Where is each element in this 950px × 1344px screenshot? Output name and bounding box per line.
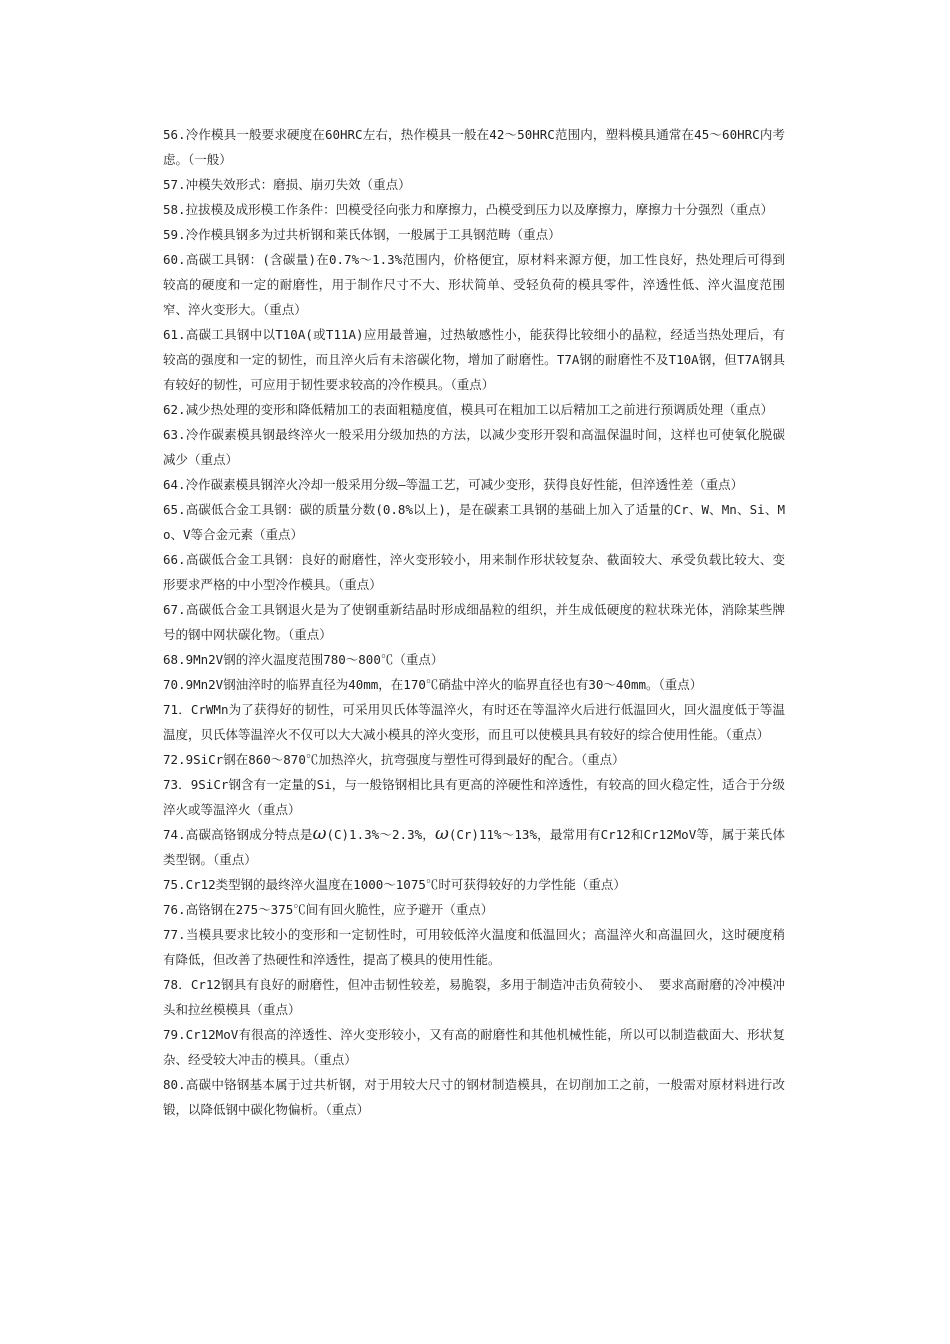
- paragraph-74: [163, 822, 785, 872]
- paragraph-59: 59.冷作模具钢多为过共析钢和莱氏体钢，一般属于工具钢范畴（重点）: [163, 227, 561, 242]
- paragraph-78: 78．Cr12钢具有良好的耐磨性，但冲击韧性较差，易脆裂，多用于制造冲击负荷较小、 要求高耐磨的冷冲模冲头和拉丝模模具（重点）: [163, 977, 785, 1017]
- paragraph-70: 70.9Mn2V钢油淬时的临界直径为40mm，在170℃硝盐中淬火的临界直径也有30～40mm。（重点）: [163, 677, 703, 692]
- paragraph-72: 72.9SiCr钢在860～870℃加热淬火，抗弯强度与塑性可得到最好的配合。（重点）: [163, 752, 625, 767]
- paragraph-79: 79.Cr12MoV有很高的淬透性、淬火变形较小，又有高的耐磨性和其他机械性能，所以可以制造截面大、形状复杂、经受较大冲击的模具。（重点）: [163, 1027, 785, 1067]
- paragraph-66: 66.高碳低合金工具钢：良好的耐磨性，淬火变形较小，用来制作形状较复杂、截面较大、承受负载比较大、变形要求严格的中小型冷作模具。（重点）: [163, 552, 785, 592]
- paragraph-76: 76.高铬钢在275～375℃间有回火脆性，应予避开（重点）: [163, 902, 494, 917]
- paragraph-63: 63.冷作碳素模具钢最终淬火一般采用分级加热的方法，以减少变形开裂和高温保温时间，这样也可使氧化脱碳减少（重点）: [163, 427, 785, 467]
- paragraph-77: 77.当模具要求比较小的变形和一定韧性时，可用较低淬火温度和低温回火；高温淬火和高温回火，这时硬度稍有降低，但改善了热硬性和淬透性，提高了模具的使用性能。: [163, 927, 785, 967]
- omega-symbol: ω: [434, 824, 449, 844]
- paragraph-68: 68.9Mn2V钢的淬火温度范围780～800℃（重点）: [163, 652, 444, 667]
- paragraph-60: 60.高碳工具钢：(含碳量)在0.7%～1.3%范围内，价格便宜，原材料来源方便，加工性良好，热处理后可得到较高的硬度和一定的耐磨性，用于制作尺寸不大、形状简单、受轻负荷的模具零件，淬透性低、淬火温度范围窄、淬火变形大。（重点）: [163, 252, 785, 317]
- paragraph-56: 56.冷作模具一般要求硬度在60HRC左右，热作模具一般在42～50HRC范围内，塑料模具通常在45～60HRC内考虑。（一般）: [163, 127, 785, 167]
- paragraph-75: 75.Cr12类型钢的最终淬火温度在1000～1075℃时可获得较好的力学性能（重点）: [163, 877, 626, 892]
- paragraph-67: 67.高碳低合金工具钢退火是为了使钢重新结晶时形成细晶粒的组织，并生成低硬度的粒状珠光体，消除某些牌号的钢中网状碳化物。（重点）: [163, 602, 785, 642]
- paragraph-57: 57.冲模失效形式：磨损、崩刃失效（重点）: [163, 177, 411, 192]
- paragraph-73: 73．9SiCr钢含有一定量的Si，与一般铬钢相比具有更高的淬硬性和淬透性，有较高的回火稳定性，适合于分级淬火或等温淬火（重点）: [163, 777, 785, 817]
- paragraph-80: 80.高碳中铬钢基本属于过共析钢，对于用较大尺寸的钢材制造模具，在切削加工之前，一般需对原材料进行改锻，以降低钢中碳化物偏析。（重点）: [163, 1077, 785, 1117]
- paragraph-61: 61.高碳工具钢中以T10A(或T11A)应用最普遍，过热敏感性小，能获得比较细小的晶粒，经适当热处理后，有较高的强度和一定的韧性，而且淬火后有未溶碳化物，增加了耐磨性。T7A钢的耐磨性不及T10A钢，但T7A钢具有较好的韧性，可应用于韧性要求较高的冷作模具。（重点）: [163, 327, 785, 392]
- paragraph-62: 62.减少热处理的变形和降低精加工的表面粗糙度值，模具可在粗加工以后精加工之前进行预调质处理（重点）: [163, 402, 774, 417]
- document-body: [163, 122, 785, 1122]
- paragraph-58: 58.拉拔模及成形模工作条件：凹模受径向张力和摩擦力，凸模受到压力以及摩擦力，摩擦力十分强烈（重点）: [163, 202, 774, 217]
- paragraph-74-part-1: 74.高碳高铬钢成分特点是: [163, 827, 313, 842]
- paragraph-74-part-3: (Cr)11%～13%，最常用有Cr12和Cr12MoV等，属于莱氏体类型钢。（重点）: [163, 827, 785, 867]
- paragraph-64: 64.冷作碳素模具钢淬火冷却一般采用分级—等温工艺，可减少变形，获得良好性能，但淬透性差（重点）: [163, 477, 744, 492]
- omega-symbol: ω: [312, 824, 327, 844]
- paragraph-74-part-2: (C)1.3%～2.3%，: [326, 827, 435, 842]
- paragraph-71: 71．CrWMn为了获得好的韧性，可采用贝氏体等温淬火，有时还在等温淬火后进行低温回火，回火温度低于等温温度，贝氏体等温淬火不仅可以大大减小模具的淬火变形，而且可以使模具具有较好的综合使用性能。（重点）: [163, 702, 785, 742]
- paragraph-65: 65.高碳低合金工具钢：碳的质量分数(0.8%以上)，是在碳素工具钢的基础上加入了适量的Cr、W、Mn、Si、Mo、V等合金元素（重点）: [163, 502, 785, 542]
